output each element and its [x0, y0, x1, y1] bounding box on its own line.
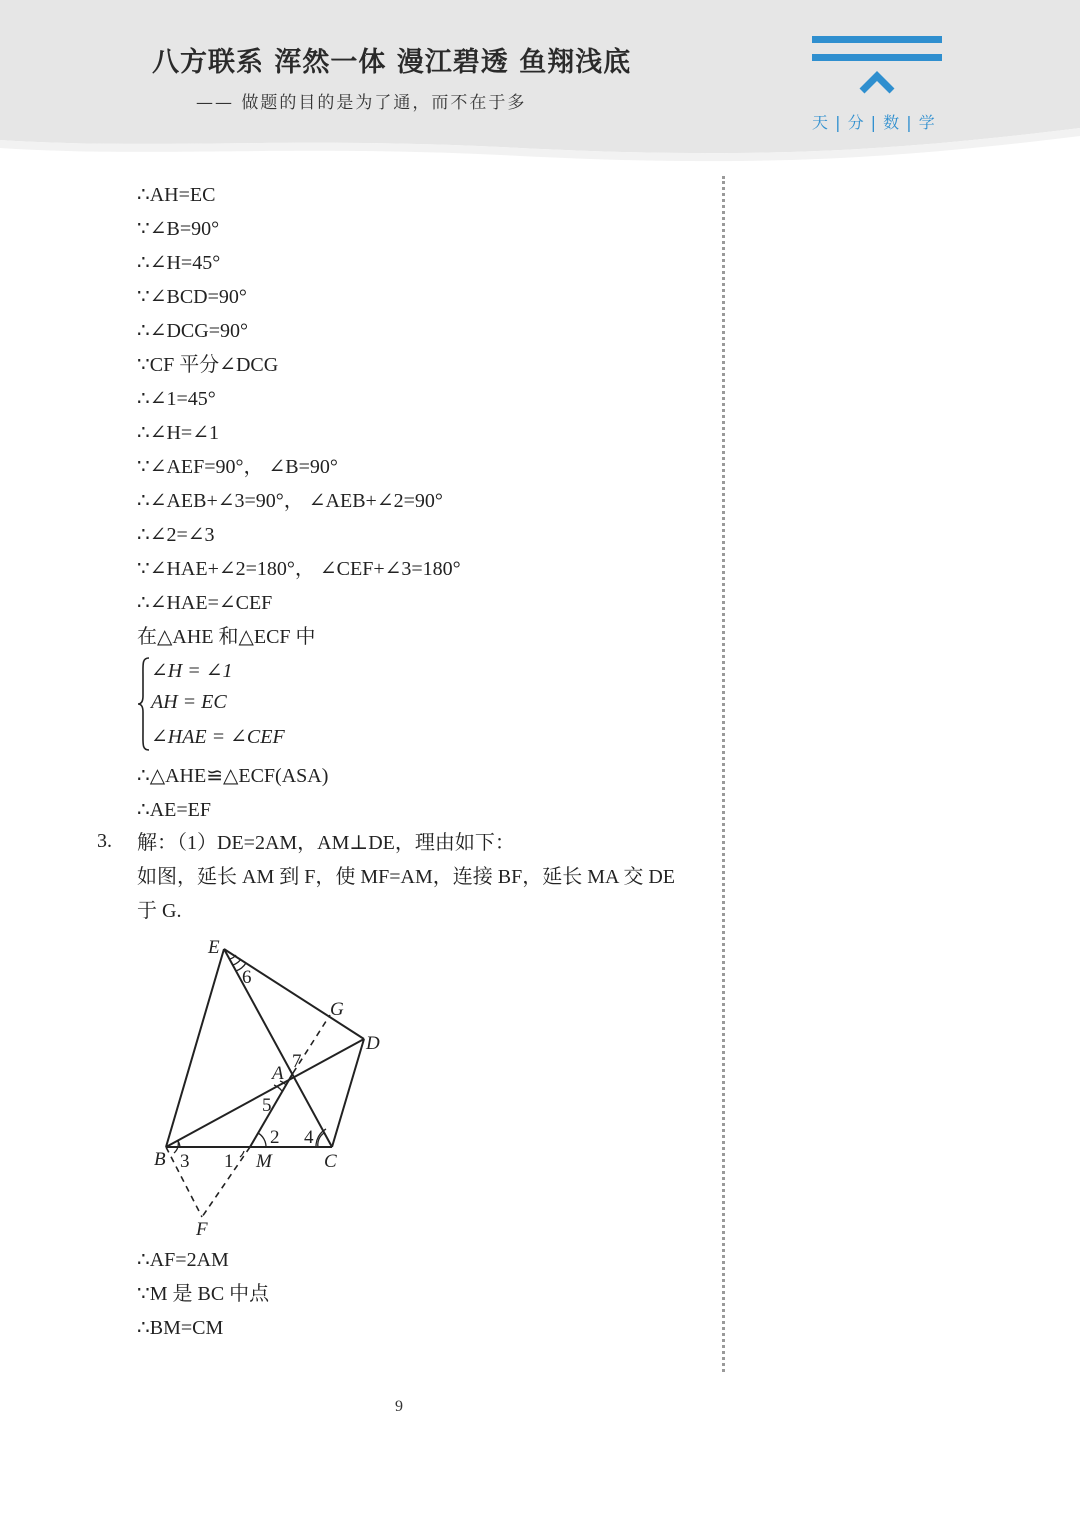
- proof-line: ∵∠BCD=90°: [137, 286, 247, 308]
- header-motto: —— 做题的目的是为了通，而不在于多: [196, 93, 527, 113]
- angle-number-7: 7: [292, 1051, 302, 1072]
- proof-line: ∴∠H=45°: [137, 252, 221, 274]
- vertex-label-B: B: [154, 1149, 166, 1170]
- vertex-label-F: F: [196, 1219, 208, 1240]
- proof-line: ∴∠2=∠3: [137, 524, 215, 546]
- angle-number-5: 5: [262, 1095, 272, 1116]
- proof-line: ∵∠AEF=90°， ∠B=90°: [137, 456, 338, 478]
- solution-line: ∴BM=CM: [137, 1317, 224, 1339]
- logo-text: 天 | 分 | 数 | 学: [812, 113, 936, 132]
- proof-line: 在△AHE 和△ECF 中: [137, 626, 316, 648]
- segment-ED: [224, 949, 364, 1039]
- problem-number: 3.: [97, 830, 112, 852]
- proof-line: ∴∠AEB+∠3=90°， ∠AEB+∠2=90°: [137, 490, 443, 512]
- solution-line: 如图，延长 AM 到 F，使 MF=AM，连接 BF，延长 MA 交 DE: [137, 866, 676, 888]
- proof-line: ∴AE=EF: [137, 799, 212, 821]
- proof-line: ∵∠B=90°: [137, 218, 220, 240]
- page-header: [0, 0, 1080, 170]
- vertex-label-C: C: [324, 1151, 337, 1172]
- angle-number-4: 4: [304, 1127, 314, 1148]
- angle-number-1: 1: [224, 1151, 234, 1172]
- equation-system: [137, 656, 337, 756]
- vertex-label-E: E: [208, 937, 220, 958]
- vertex-label-M: M: [256, 1151, 272, 1172]
- system-equation: ∠HAE = ∠CEF: [151, 726, 285, 748]
- segment-BE: [166, 949, 224, 1147]
- system-equation: ∠H = ∠1: [151, 660, 233, 682]
- header-slogan: 八方联系 浑然一体 漫江碧透 鱼翔浅底: [152, 47, 632, 78]
- vertex-label-A: A: [272, 1063, 284, 1084]
- segment-DC: [332, 1039, 364, 1147]
- vertex-label-G: G: [330, 999, 344, 1020]
- proof-line: ∴∠1=45°: [137, 388, 216, 410]
- logo-bar-bottom: [812, 54, 942, 61]
- segment-EC: [224, 949, 332, 1147]
- left-brace: [137, 656, 151, 752]
- brand-logo: [812, 34, 944, 144]
- solution-line: ∵M 是 BC 中点: [137, 1283, 270, 1305]
- proof-line: ∴△AHE≌△ECF(ASA): [137, 765, 329, 787]
- angle-arc-2: [258, 1133, 266, 1147]
- proof-line: ∴∠H=∠1: [137, 422, 219, 444]
- solution-line: ∴AF=2AM: [137, 1249, 229, 1271]
- page-number: 9: [395, 1398, 403, 1415]
- logo-bar-top: [812, 36, 942, 43]
- proof-line: ∴AH=EC: [137, 184, 216, 206]
- proof-line: ∴∠DCG=90°: [137, 320, 248, 342]
- chevron-up-icon: [859, 70, 895, 94]
- solution-line: 解：（1）DE=2AM，AM⊥DE，理由如下：: [137, 832, 515, 854]
- proof-line: ∵CF 平分∠DCG: [137, 354, 279, 376]
- proof-line: ∵∠HAE+∠2=180°， ∠CEF+∠3=180°: [137, 558, 461, 580]
- proof-line: ∴∠HAE=∠CEF: [137, 592, 273, 614]
- angle-number-6: 6: [242, 967, 252, 988]
- vertex-label-D: D: [366, 1033, 380, 1054]
- geometry-figure: [140, 925, 400, 1245]
- segment-BD: [166, 1039, 364, 1147]
- column-divider: [722, 176, 725, 1372]
- angle-number-3: 3: [180, 1151, 190, 1172]
- angle-number-2: 2: [270, 1127, 280, 1148]
- system-equation: AH = EC: [151, 691, 227, 713]
- solution-line: 于 G.: [137, 900, 182, 922]
